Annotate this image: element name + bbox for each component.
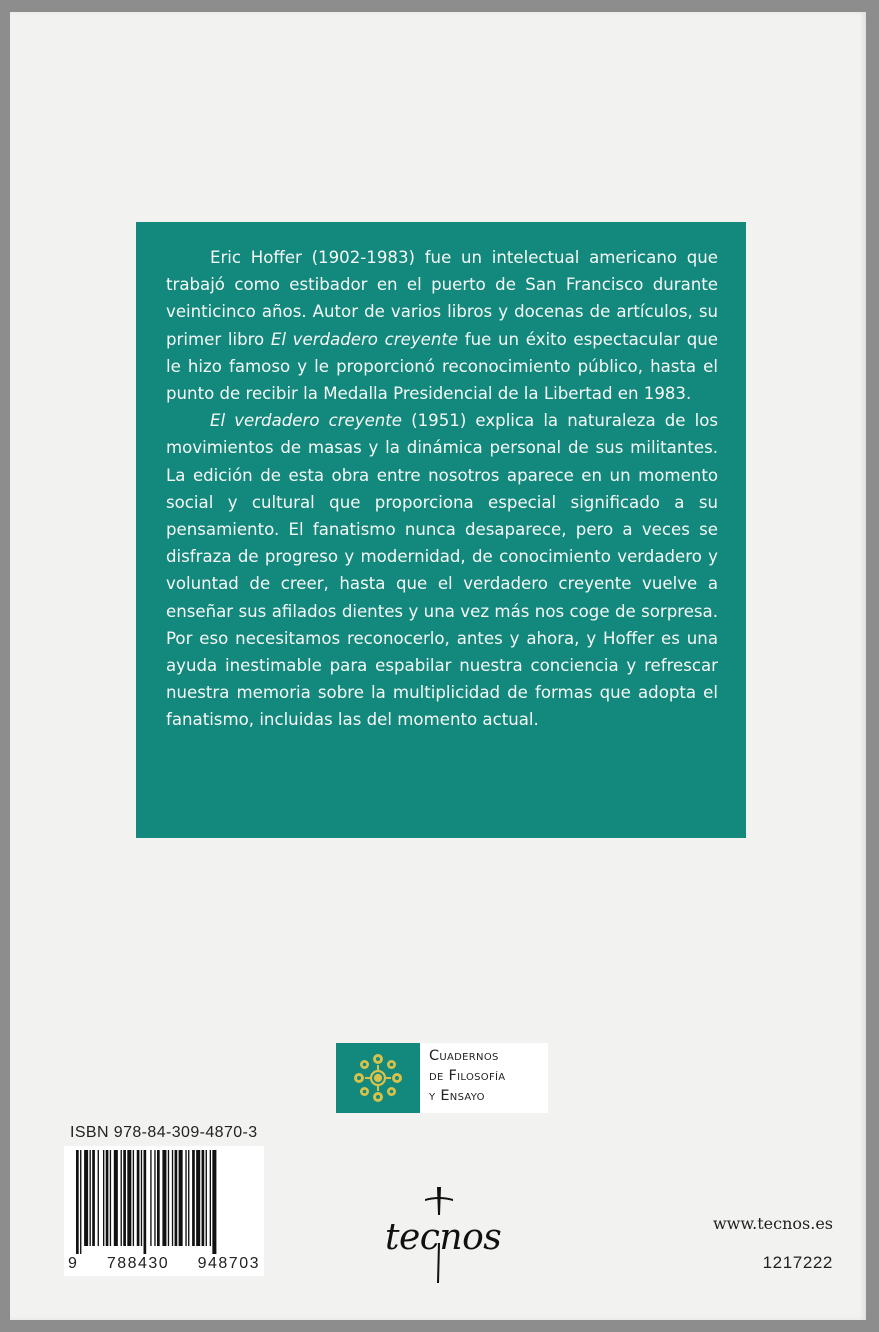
barcode-bar	[106, 1150, 109, 1246]
series-name	[420, 1043, 505, 1113]
publisher-name: tecnos	[385, 1217, 502, 1258]
barcode-bar	[92, 1150, 95, 1246]
product-code: 1217222	[762, 1253, 833, 1272]
barcode-digits	[64, 1255, 264, 1273]
barcode-bar	[103, 1150, 104, 1246]
barcode-bar	[162, 1150, 166, 1246]
barcode-bar	[110, 1150, 111, 1246]
barcode-bar	[196, 1150, 200, 1246]
barcode-bar	[76, 1150, 79, 1254]
barcode-bar	[137, 1150, 140, 1246]
barcode-bar	[154, 1150, 155, 1246]
barcode-bar	[127, 1150, 131, 1246]
barcode-bar	[114, 1150, 118, 1246]
barcode-first-digit: 9	[68, 1255, 79, 1272]
series-badge	[336, 1043, 548, 1113]
barcode-bar	[202, 1150, 205, 1246]
ornamental-rosette-icon	[336, 1043, 420, 1113]
barcode-bar	[175, 1150, 178, 1246]
barcode-bar	[84, 1150, 88, 1246]
barcode-bar	[98, 1150, 99, 1246]
barcode-bar	[144, 1150, 147, 1254]
barcode-bar	[192, 1150, 195, 1246]
barcode-bar	[150, 1150, 151, 1246]
barcode-bar	[172, 1150, 173, 1246]
barcode-bar	[210, 1150, 211, 1246]
barcode-bar	[133, 1150, 134, 1246]
series-line-2: de Filosofía	[429, 1068, 506, 1084]
barcode-bar	[206, 1150, 207, 1246]
isbn-label: ISBN 978-84-309-4870-3	[70, 1124, 258, 1141]
barcode-bar	[80, 1150, 81, 1254]
barcode-bar	[188, 1150, 189, 1246]
barcode-bar	[168, 1150, 169, 1246]
blurb-paragraph-2: El verdadero creyente (1951) explica la naturaleza de los movimientos de masas y la dinámica personal de sus militantes. La edición de esta obra entre nosotros aparece en un momento social y cultural que proporciona especial significado a su pensamiento. El fanatismo nunca desaparece, pero a veces se disfraza de progreso y modernidad, de conocimiento verdadero y voluntad de creer, hasta que el verdadero creyente vuelve a enseñar sus afilados dientes y una vez más nos coge de sorpresa. Por eso necesitamos reconocerlo, antes y ahora, y Hoffer es una ayuda inestimable para espabilar nuestra conciencia y refrescar nuestra memoria sobre la multiplicidad de formas que adopta el fanatismo, incluidas las del momento actual.	[166, 411, 718, 730]
series-line-3: y Ensayo	[429, 1088, 485, 1104]
blurb-paragraph-1: Eric Hoffer (1902-1983) fue un intelectual americano que trabajó como estibador en el puerto de San Francisco durante veinticinco años. Autor de varios libros y docenas de artículos, su primer libro El verdadero creyente fue un éxito espectacular que le hizo famoso y le proporcionó reconocimiento público, hasta el punto de recibir la Medalla Presidencial de la Libertad en 1983.	[166, 248, 718, 404]
barcode-bar	[179, 1150, 183, 1246]
barcode-bar	[121, 1150, 122, 1246]
series-line-1: Cuadernos	[429, 1048, 499, 1064]
publisher-website: www.tecnos.es	[712, 1214, 833, 1233]
barcode-bar	[123, 1150, 126, 1246]
barcode-bar	[90, 1150, 91, 1246]
barcode-bar	[212, 1150, 216, 1254]
barcode-right-digits: 948703	[197, 1255, 260, 1272]
book-title: El verdadero creyente	[210, 411, 403, 431]
barcode-bar	[141, 1150, 142, 1246]
barcode-left-digits: 788430	[106, 1255, 170, 1272]
book-title: El verdadero creyente	[270, 329, 459, 349]
publisher-logo	[385, 1185, 505, 1285]
blurb-box	[136, 222, 746, 838]
barcode-bar	[157, 1150, 160, 1246]
barcode-bar	[185, 1150, 186, 1246]
